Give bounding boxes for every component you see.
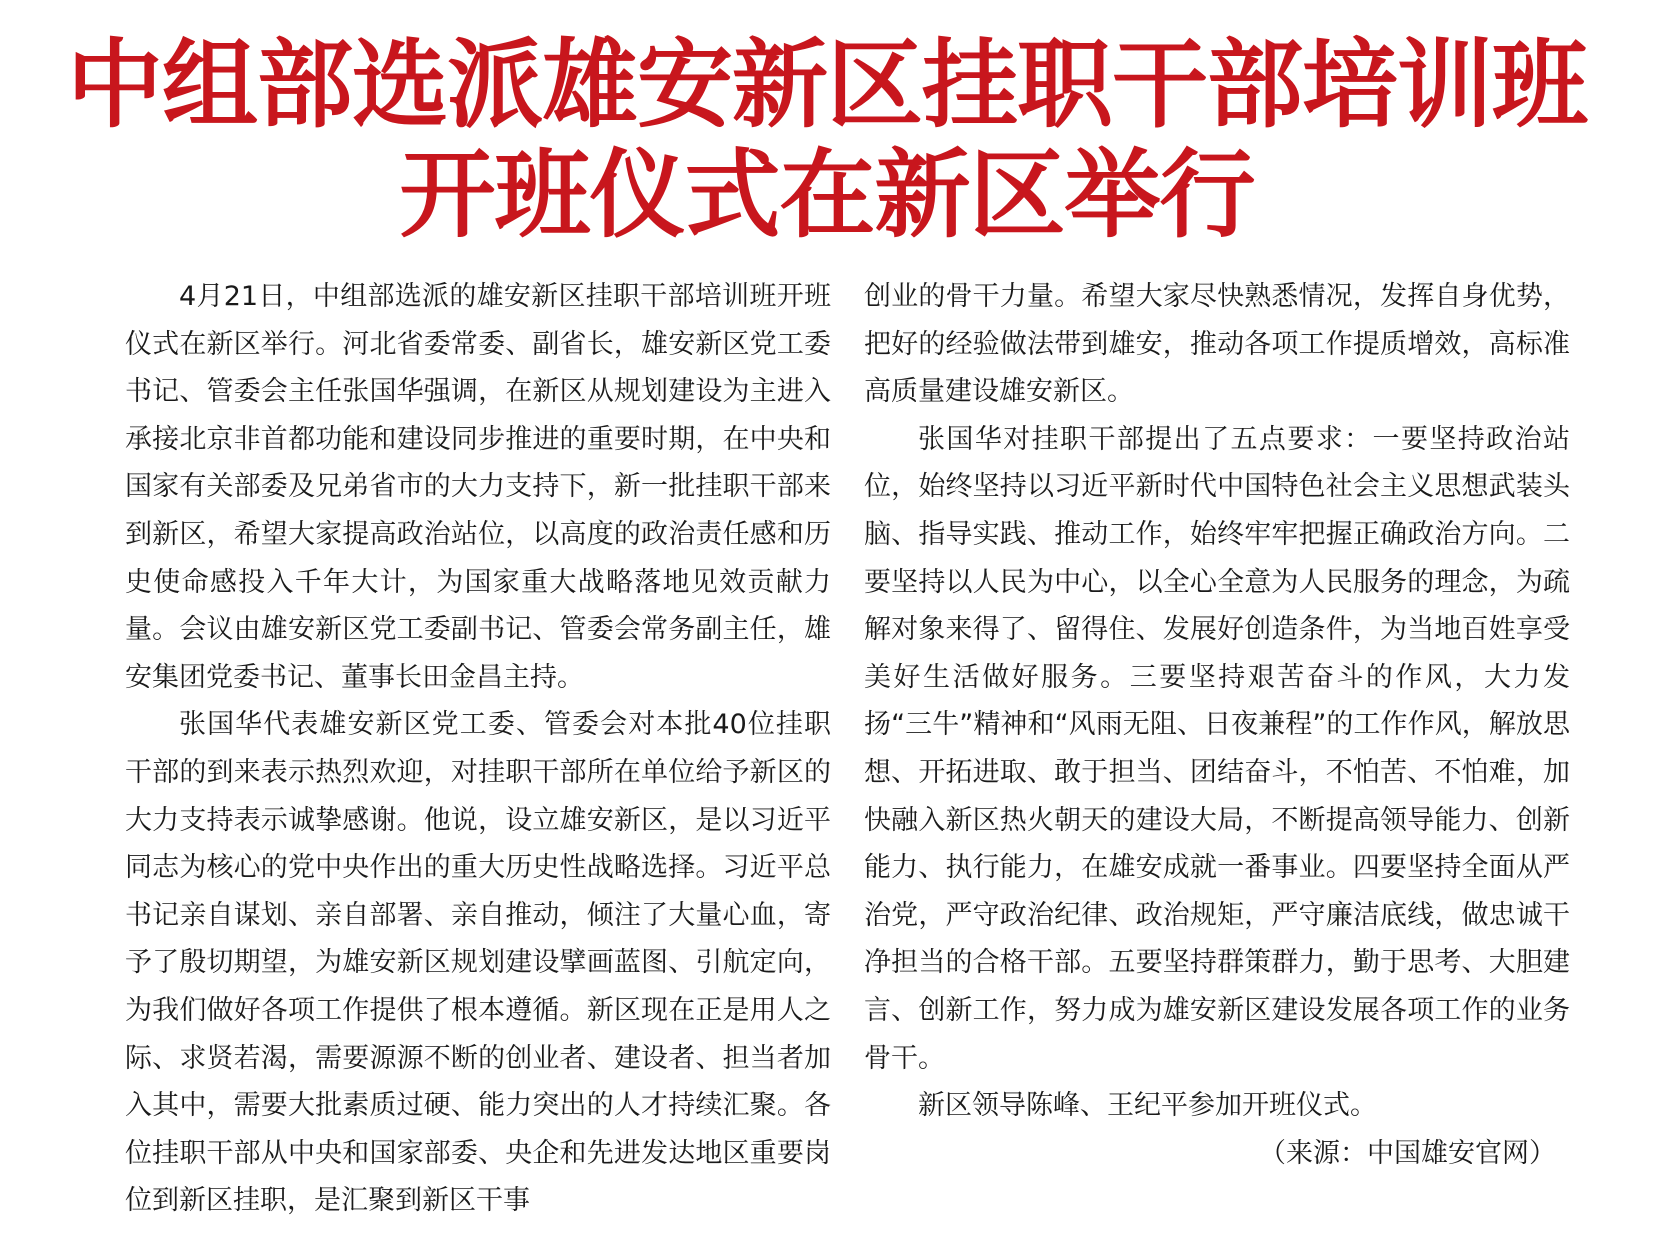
article-paragraph-2-continued: 创业的骨干力量。希望大家尽快熟悉情况，发挥自身优势，把好的经验做法带到雄安，推动各项工作提质增效，高标准高质量建设雄安新区。: [864, 281, 1570, 408]
article-paragraph-1: 4月21日，中组部选派的雄安新区挂职干部培训班开班仪式在新区举行。河北省委常委、副省长，雄安新区党工委书记、管委会主任张国华强调，在新区从规划建设为主进入承接北京非首都功能和建设同步推进的重要时期，在中央和国家有关部委及兄弟省市的大力支持下，新一批挂职干部来到新区，希望大家提高政治站位，以高度的政治责任感和历史使命感投入千年大计，为国家重大战略落地见效贡献力量。会议由雄安新区党工委副书记、管委会常务副主任，雄安集团党委书记、董事长田金昌主持。: [125, 281, 831, 693]
article-column-right: [864, 273, 1570, 1177]
headline: [0, 30, 1654, 250]
headline-line-1: 中组部选派雄安新区挂职干部培训班: [67, 28, 1587, 141]
article-paragraph-3: 张国华对挂职干部提出了五点要求：一要坚持政治站位，始终坚持以习近平新时代中国特色社会主义思想武装头脑、指导实践、推动工作，始终牢牢把握正确政治方向。二要坚持以人民为中心，以全心全意为人民服务的理念，为疏解对象来得了、留得住、发展好创造条件，为当地百姓享受美好生活做好服务。三要坚持艰苦奋斗的作风，大力发扬“三牛”精神和“风雨无阻、日夜兼程”的工作作风，解放思想、开拓进取、敢于担当、团结奋斗，不怕苦、不怕难，加快融入新区热火朝天的建设大局，不断提高领导能力、创新能力、执行能力，在雄安成就一番事业。四要坚持全面从严治党，严守政治纪律、政治规矩，严守廉洁底线，做忠诚干净担当的合格干部。五要坚持群策群力，勤于思考、大胆建言、创新工作，努力成为雄安新区建设发展各项工作的业务骨干。: [864, 423, 1570, 1074]
article-column-left: [125, 273, 831, 1225]
article-paragraph-4: 新区领导陈峰、王纪平参加开班仪式。: [918, 1090, 1377, 1122]
headline-line-2: 开班仪式在新区举行: [399, 138, 1255, 251]
article-paragraph-2: 张国华代表雄安新区党工委、管委会对本批40位挂职干部的到来表示热烈欢迎，对挂职干部所在单位给予新区的大力支持表示诚挚感谢。他说，设立雄安新区，是以习近平同志为核心的党中央作出的重大历史性战略选择。习近平总书记亲自谋划、亲自部署、亲自推动，倾注了大量心血，寄予了殷切期望，为雄安新区规划建设擘画蓝图、引航定向，为我们做好各项工作提供了根本遵循。新区现在正是用人之际、求贤若渴，需要源源不断的创业者、建设者、担当者加入其中，需要大批素质过硬、能力突出的人才持续汇聚。各位挂职干部从中央和国家部委、央企和先进发达地区重要岗位到新区挂职，是汇聚到新区干事: [125, 709, 831, 1217]
article-source: （来源：中国雄安官网）: [1259, 1137, 1556, 1169]
